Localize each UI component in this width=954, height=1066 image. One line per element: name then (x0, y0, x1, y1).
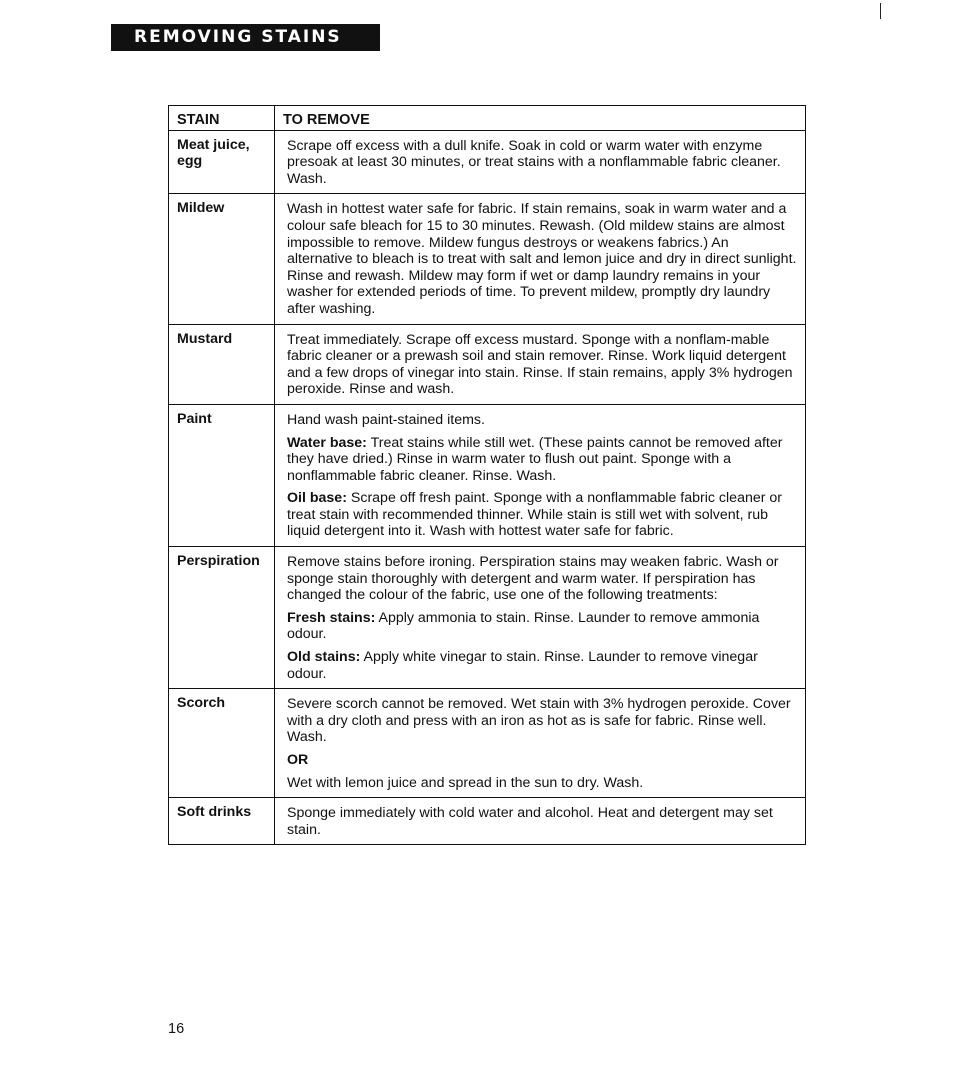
remedy-text: Sponge immediately with cold water and alcohol. Heat and detergent may set stain. (287, 805, 773, 838)
remedy-subheading: Old stains: (287, 649, 361, 666)
table-row (169, 194, 806, 324)
remedy-subheading: Oil base: (287, 490, 347, 507)
remedy-cell (275, 404, 806, 546)
table-row (169, 324, 806, 404)
column-header-stain: STAIN (169, 106, 275, 131)
remedy-paragraph (287, 554, 797, 604)
remedy-text: Hand wash paint-stained items. (287, 411, 485, 428)
margin-tick-mark (880, 3, 881, 19)
stain-name-cell: Perspiration (169, 547, 275, 689)
remedy-cell (275, 547, 806, 689)
remedy-paragraph (287, 696, 797, 746)
remedy-subheading: Fresh stains: (287, 609, 376, 626)
remedy-text: Apply ammonia to stain. Rinse. Launder to remove ammonia odour. (287, 609, 760, 643)
remedy-text: Scrape off excess with a dull knife. Soak in cold or warm water with enzyme presoak at least 30 minutes, or treat stains with a nonflammable fabric cleaner. Wash. (287, 137, 781, 187)
remedy-text: Remove stains before ironing. Perspiration stains may weaken fabric. Wash or sponge stain thoroughly with detergent and warm water. If perspiration has changed the colour of the fabric, use one of the following treatments: (287, 554, 779, 604)
remedy-paragraph (287, 332, 797, 398)
remedy-paragraph (287, 201, 797, 317)
remedy-paragraph (287, 610, 797, 643)
remedy-paragraph (287, 752, 797, 769)
table-row (169, 798, 806, 845)
stain-removal-table (168, 105, 806, 845)
remedy-paragraph (287, 805, 797, 838)
stain-name-cell: Meat juice, egg (169, 130, 275, 194)
table-row (169, 404, 806, 546)
remedy-paragraph (287, 775, 797, 792)
remedy-text: Scrape off fresh paint. Sponge with a nonflammable fabric cleaner or treat stain with recommended thinner. While stain is still wet with solvent, rub liquid detergent into it. Wash with hottest water safe for fabric. (287, 490, 783, 540)
stain-name-cell: Paint (169, 404, 275, 546)
remedy-text: Treat immediately. Scrape off excess mustard. Sponge with a nonflam-mable fabric cleaner or a prewash soil and stain remover. Rinse. Work liquid detergent and a few drops of vinegar into stain. Rinse. If stain remains, apply 3% hydrogen peroxide. Rinse and wash. (287, 331, 793, 398)
remedy-text: Apply white vinegar to stain. Rinse. Launder to remove vinegar odour. (287, 649, 758, 682)
table-row (169, 547, 806, 689)
table-row (169, 130, 806, 194)
remedy-text: Treat stains while still wet. (These paints cannot be removed after they have dried.) Rinse in warm water to flush out paint. Sponge with a nonflammable fabric cleaner. Rinse. Wash. (287, 434, 783, 484)
remedy-cell (275, 324, 806, 404)
table-row (169, 689, 806, 798)
section-title: REMOVING STAINS (111, 24, 380, 51)
remedy-subheading: Water base: (287, 434, 367, 451)
alternative-separator: OR (287, 752, 309, 768)
remedy-paragraph (287, 412, 797, 429)
remedy-paragraph (287, 138, 797, 188)
table-header-row (169, 106, 806, 131)
table-body (169, 130, 806, 845)
stain-name-cell: Soft drinks (169, 798, 275, 845)
column-header-to-remove: TO REMOVE (275, 106, 806, 131)
stain-name-cell: Mildew (169, 194, 275, 324)
remedy-cell (275, 798, 806, 845)
remedy-cell (275, 689, 806, 798)
remedy-cell (275, 130, 806, 194)
remedy-text: Wet with lemon juice and spread in the sun to dry. Wash. (287, 774, 644, 791)
remedy-text: Wash in hottest water safe for fabric. If stain remains, soak in warm water and a colour safe bleach for 15 to 30 minutes. Rewash. (Old mildew stains are almost impossible to remove. Mildew fungus destroys or weakens fabrics.) An alternative to bleach is to treat with salt and lemon juice and dry in direct sunlight. Rinse and rewash. Mildew may form if wet or damp laundry remains in your washer for extended periods of time. To prevent mildew, promptly dry laundry after washing. (287, 201, 797, 317)
page-number: 16 (168, 1021, 185, 1037)
remedy-paragraph (287, 435, 797, 485)
stain-name-cell: Scorch (169, 689, 275, 798)
stain-name-cell: Mustard (169, 324, 275, 404)
remedy-cell (275, 194, 806, 324)
remedy-text: Severe scorch cannot be removed. Wet stain with 3% hydrogen peroxide. Cover with a dry cloth and press with an iron as hot as is safe for fabric. Rinse well. Wash. (287, 696, 791, 746)
remedy-paragraph (287, 490, 797, 540)
remedy-paragraph (287, 649, 797, 682)
